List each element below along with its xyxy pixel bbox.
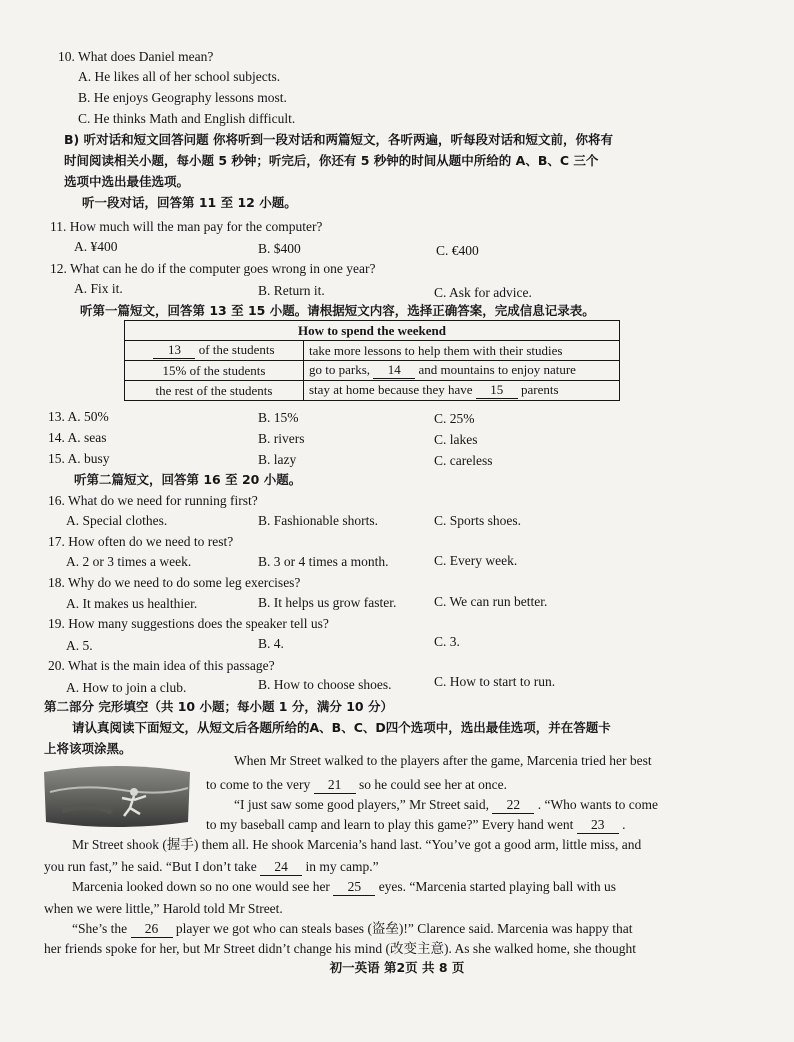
blank-21[interactable]: 21 (314, 776, 356, 794)
q13-option-a: 13. A. 50% (48, 409, 109, 424)
blank-14[interactable]: 14 (373, 362, 415, 379)
instructions-line-2: 上将该项涂黑。 (44, 741, 132, 756)
table-row: the rest of the students stay at home because they have 15 parents (125, 381, 620, 401)
table-header-row (125, 321, 620, 341)
section-b-instruction-2: 时间阅读相关小题，每小题 5 秒钟；听完后，你还有 5 秒钟的时间从题中所给的 A、B、C 三个 (64, 153, 599, 168)
q12-option-a: A. Fix it. (74, 281, 123, 296)
passage-line-1: When Mr Street walked to the players after the game, Marcenia tried her best (234, 753, 652, 768)
q17-option-a: A. 2 or 3 times a week. (66, 554, 192, 569)
q13-option-c: C. 25% (434, 411, 475, 426)
passage-line-6: you run fast,” he said. “But I don’t take 24 in my camp.” (44, 859, 379, 874)
table-row (125, 341, 620, 361)
q10-option-b: B. He enjoys Geography lessons most. (78, 90, 287, 105)
q16-option-a: A. Special clothes. (66, 513, 168, 528)
blank-23[interactable]: 23 (577, 816, 619, 834)
q17-option-c: C. Every week. (434, 553, 518, 568)
passage-line-7: Marcenia looked down so no one would see her 25 eyes. “Marcenia started playing ball with us (72, 879, 616, 894)
q11-option-b: B. $400 (258, 241, 301, 256)
passage-line-9: “She’s the 26 player we got who can steals bases (盗垒)!” Clarence said. Marcenia was happy that (72, 921, 633, 936)
table-title: How to spend the weekend (125, 321, 620, 341)
blank-13[interactable]: 13 (153, 342, 195, 359)
q20-stem: 20. What is the main idea of this passage? (48, 658, 275, 673)
q20-option-b: B. How to choose shoes. (258, 677, 392, 692)
q10-option-a: A. He likes all of her school subjects. (78, 69, 281, 84)
passage-line-4: to my baseball camp and learn to play this game?” Every hand went 23 . (206, 817, 626, 832)
passage2-intro: 听第二篇短文，回答第 16 至 20 小题。 (74, 472, 302, 487)
q11-stem: 11. How much will the man pay for the computer? (50, 219, 323, 234)
baseball-photo (42, 762, 192, 828)
q11-option-a: A. ¥400 (74, 239, 118, 254)
passage-line-10: her friends spoke for her, but Mr Street didn’t change his mind (改变主意). As she walked home, she thought (44, 941, 636, 956)
passage-line-8: when we were little,” Harold told Mr Street. (44, 901, 283, 916)
part2-title: 第二部分 完形填空（共 10 小题；每小题 1 分，满分 10 分） (44, 699, 393, 714)
table-row: 15% of the students go to parks, 14 and mountains to enjoy nature (125, 361, 620, 381)
q11-option-c: C. €400 (436, 243, 479, 258)
q15-option-a: 15. A. busy (48, 451, 110, 466)
q19-option-a: A. 5. (66, 638, 93, 653)
photo-illustration (42, 762, 192, 828)
info-record-table (124, 320, 620, 401)
q19-stem: 19. How many suggestions does the speaker tell us? (48, 616, 329, 631)
passage1-intro: 听第一篇短文，回答第 13 至 15 小题。请根据短文内容，选择正确答案，完成信息记录表。 (80, 303, 595, 318)
q14-option-b: B. rivers (258, 431, 305, 446)
q20-option-a: A. How to join a club. (66, 680, 187, 695)
q15-option-c: C. careless (434, 453, 493, 468)
q19-option-b: B. 4. (258, 636, 284, 651)
blank-15[interactable]: 15 (476, 382, 518, 399)
section-b-instruction-3: 选项中选出最佳选项。 (64, 174, 190, 189)
q18-option-b: B. It helps us grow faster. (258, 595, 397, 610)
q14-option-a: 14. A. seas (48, 430, 107, 445)
instructions-line-1: 请认真阅读下面短文，从短文后各题所给的A、B、C、D四个选项中，选出最佳选项，并在答题卡 (72, 720, 611, 735)
q17-option-b: B. 3 or 4 times a month. (258, 554, 389, 569)
q16-stem: 16. What do we need for running first? (48, 493, 258, 508)
blank-26[interactable]: 26 (131, 920, 173, 938)
q16-option-b: B. Fashionable shorts. (258, 513, 378, 528)
q12-option-b: B. Return it. (258, 283, 325, 298)
passage-line-5: Mr Street shook (握手) them all. He shook Marcenia’s hand last. “You’ve got a good arm, little miss, and (72, 837, 642, 852)
row3-left-text: the rest of the students (125, 381, 304, 401)
blank-24[interactable]: 24 (260, 858, 302, 876)
q15-option-b: B. lazy (258, 452, 297, 467)
passage-line-2: to come to the very 21 so he could see her at once. (206, 777, 508, 792)
q16-option-c: C. Sports shoes. (434, 513, 522, 528)
q13-option-b: B. 15% (258, 410, 299, 425)
q19-option-c: C. 3. (434, 634, 460, 649)
blank-22[interactable]: 22 (492, 796, 534, 814)
blank-25[interactable]: 25 (333, 878, 375, 896)
page-footer: 初一英语 第2页 共 8 页 (329, 960, 465, 975)
q18-stem: 18. Why do we need to do some leg exercises? (48, 575, 301, 590)
section-b-instruction-1: B) 听对话和短文回答问题 你将听到一段对话和两篇短文，各听两遍，听每段对话和短文前，你将有 (64, 132, 613, 147)
row2-left-text: 15% of the students (125, 361, 304, 381)
q10-stem: 10. What does Daniel mean? (58, 49, 214, 64)
q18-option-c: C. We can run better. (434, 594, 548, 609)
passage-line-3: “I just saw some good players,” Mr Street said, 22 . “Who wants to come (234, 797, 659, 812)
q18-option-a: A. It makes us healthier. (66, 596, 198, 611)
q17-stem: 17. How often do we need to rest? (48, 534, 234, 549)
q12-stem: 12. What can he do if the computer goes wrong in one year? (50, 261, 376, 276)
row1-right-text: take more lessons to help them with their studies (304, 341, 620, 361)
row1-left-text: of the students (198, 342, 275, 357)
q12-option-c: C. Ask for advice. (434, 285, 532, 300)
q10-option-c: C. He thinks Math and English difficult. (78, 111, 296, 126)
q20-option-c: C. How to start to run. (434, 674, 556, 689)
dialogue-intro: 听一段对话，回答第 11 至 12 小题。 (82, 195, 297, 210)
q14-option-c: C. lakes (434, 432, 478, 447)
